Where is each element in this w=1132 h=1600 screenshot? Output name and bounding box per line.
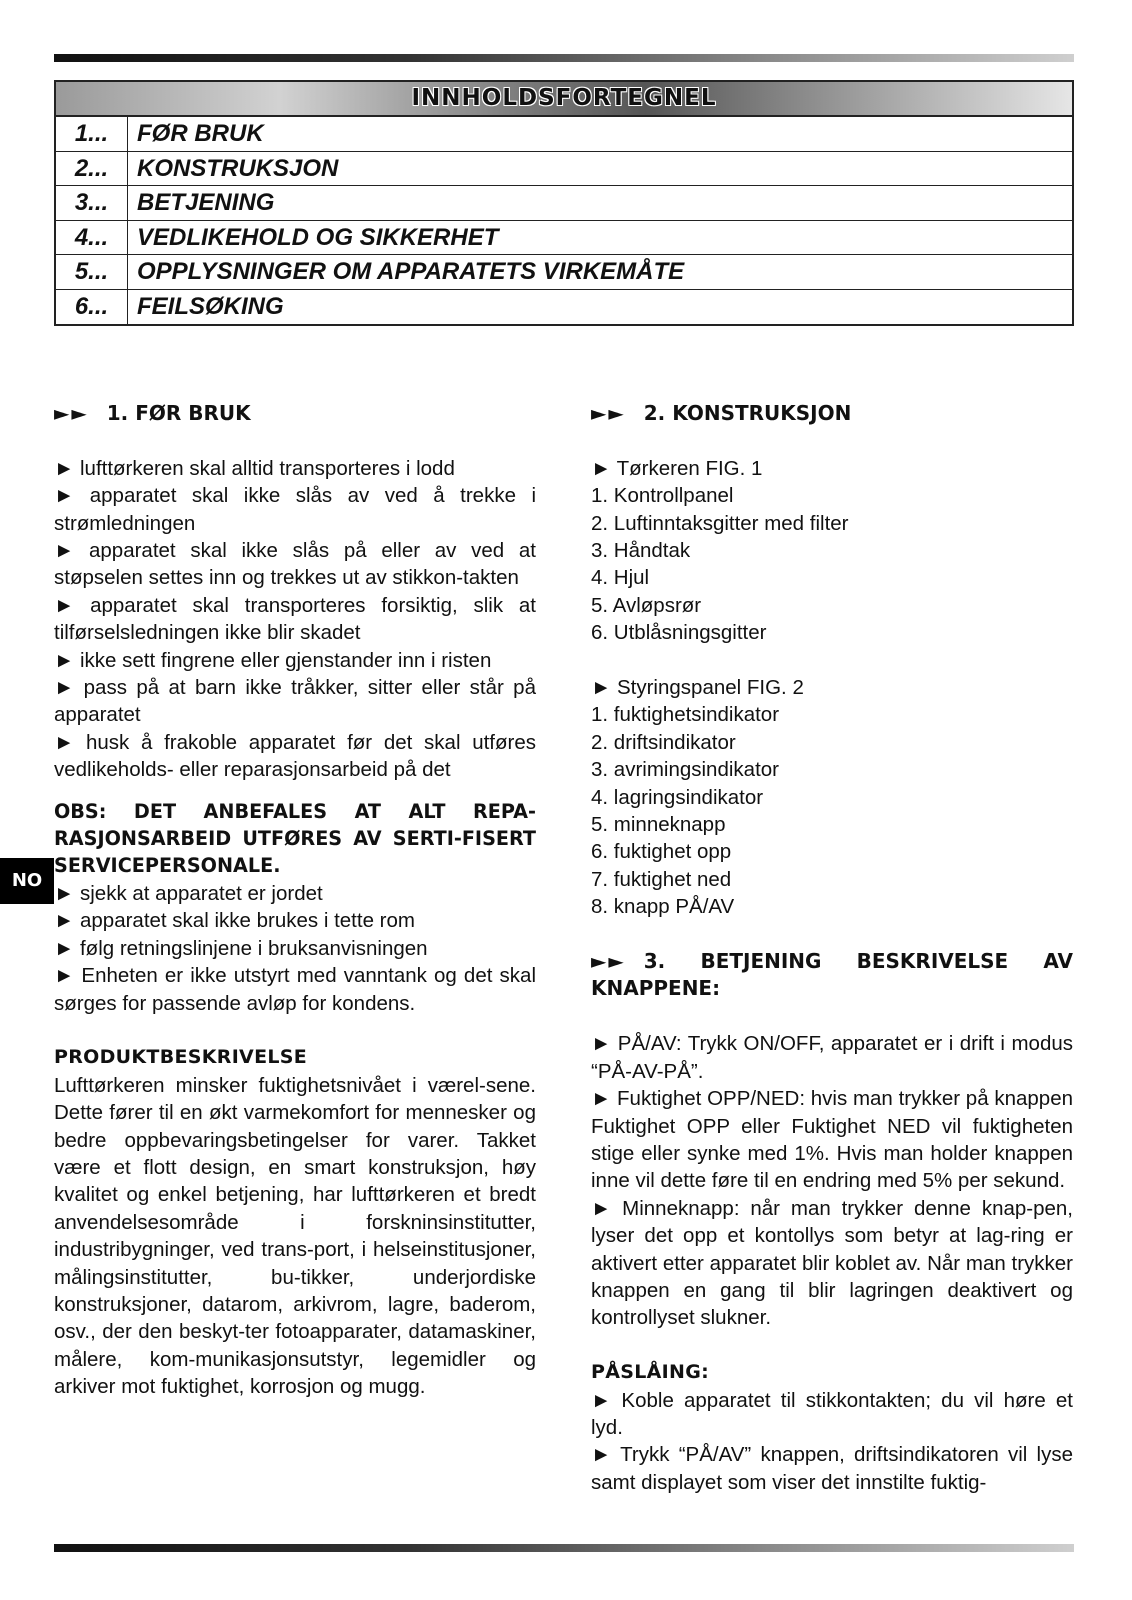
toc-row [56,117,1072,152]
language-tab: NO [0,858,54,904]
list-item: 8. knapp PÅ/AV [591,895,735,919]
spacer [54,784,536,798]
top-rule [54,54,1074,62]
bullet-item: ► apparatet skal transporteres forsiktig, slik at tilførselsledningen ikke blir skadet [54,593,536,645]
toc-number: 2... [56,152,128,186]
figure-title: ► Tørkeren FIG. 1 [591,456,763,480]
figure-title: ► Styringspanel FIG. 2 [591,676,804,700]
list-item: 1. fuktighetsindikator [591,703,780,727]
paragraph: ► Trykk “PÅ/AV” knappen, driftsindikatoren vil lyse samt displayet som viser det innstilte fuktig- [591,1443,1073,1494]
spacer [591,1003,1073,1030]
bottom-rule [54,1544,1074,1552]
list-item: 6. Utblåsningsgitter [591,621,767,645]
toc-title: OPPLYSNINGER OM APPARATETS VIRKEMÅTE [137,258,685,285]
toc-number: 5... [56,255,128,289]
section-heading-2 [591,400,1073,427]
spacer [54,427,536,454]
list-item: 7. fuktighet ned [591,867,732,891]
toc-heading: INNHOLDSFORTEGNEL [411,85,717,111]
paragraph: ► Minneknapp: når man trykker denne knap-pen, lyser det opp et kontollys som betyr at lag-ring er aktivert etter apparatet blir koblet av. Når man trykker knappen en gang til blir lagringen deaktivert og kontrollyset slukner. [591,1196,1073,1330]
bullet-item: ► følg retningslinjene i bruksanvisningen [54,936,428,960]
bullet-item: ► ikke sett fingrene eller gjenstander inn i risten [54,648,492,672]
switch-on-heading: PÅSLÅING: [591,1361,709,1384]
toc-number: 4... [56,221,128,255]
double-arrow-icon: ►► [54,401,89,425]
right-column [591,400,1073,1496]
toc-title: VEDLIKEHOLD OG SIKKERHET [137,223,499,251]
spacer [54,1017,536,1044]
list-item: 4. lagringsindikator [591,785,764,809]
double-arrow-icon: ►► [591,401,626,425]
left-column [54,400,536,1401]
spacer [591,427,1073,454]
toc-number: 6... [56,290,128,325]
paragraph: ► Koble apparatet til stikkontakten; du vil høre et lyd. [591,1388,1073,1439]
double-arrow-icon: ►► [591,949,626,974]
toc-row [56,152,1072,187]
table-of-contents [54,80,1074,326]
toc-row [56,221,1072,256]
list-item: 5. minneknapp [591,813,726,837]
bullet-item: ► apparatet skal ikke slås på eller av ved at støpselen settes inn og trekkes ut av stikkon-takten [54,539,536,590]
bullet-item: ► apparatet skal ikke brukes i tette rom [54,909,415,933]
toc-row [56,186,1072,221]
toc-number: 3... [56,186,128,220]
list-item: 4. Hjul [591,566,650,590]
product-description: Lufttørkeren minsker fuktighetsnivået i værel-sene. Dette fører til en økt varmekomfort for mennesker og bedre oppbevaringsbetingelser for varer. Takket være et flott design, en smart konstruksjon, høy kvalitet og enkel betjening, har lufttørkeren et bredt anvendelsesområde i forskninsinstitutter, industribygninger, ved trans-port, i helseinstitusjoner, målingsinstitutter, bu-tikker, underjordiske konstruksjoner, datarom, arkivrom, lagre, baderom, osv., der den beskyt-ter fotoapparater, datamaskiner, målere, kom-munikasjonsutstyr, legemidler og arkiver mot fuktighet, korrosjon og mugg. [54,1073,536,1399]
toc-title: BETJENING [137,189,275,216]
section-heading-text: 3. BETJENING BESKRIVELSE AV KNAPPENE: [591,949,1073,1001]
toc-title: FØR BRUK [137,120,264,147]
toc-heading-bar [56,82,1072,117]
toc-row [56,290,1072,325]
section-heading-text: 2. KONSTRUKSJON [643,401,852,425]
spacer [591,921,1073,948]
toc-number: 1... [56,117,128,151]
list-item: 6. fuktighet opp [591,840,732,864]
bullet-item: ► husk å frakoble apparatet før det skal utføres vedlikeholds- eller reparasjonsarbeid på det [54,730,536,782]
spacer [591,647,1073,674]
paragraph: ► PÅ/AV: Trykk ON/OFF, apparatet er i drift i modus “PÅ-AV-PÅ”. [591,1032,1073,1083]
toc-title: KONSTRUKSJON [137,154,339,182]
toc-title: FEILSØKING [137,292,284,320]
list-item: 3. Håndtak [591,539,691,563]
section-heading-1 [54,400,536,427]
bullet-item: ► pass på at barn ikke tråkker, sitter eller står på apparatet [54,676,536,727]
list-item: 3. avrimingsindikator [591,758,779,782]
warning-note: OBS: DET ANBEFALES AT ALT REPA-RASJONSARBEID UTFØRES AV SERTI-FISERT SERVICEPERSONALE. [54,799,536,878]
list-item: 1. Kontrollpanel [591,484,734,508]
spacer [591,1332,1073,1359]
paragraph: ► Fuktighet OPP/NED: hvis man trykker på knappen Fuktighet OPP eller Fuktighet NED vil fuktigheten stige eller synke med 1%. Hvis man holder knappen inne vil dette føre til en endring med 5% per sekund. [591,1087,1073,1193]
list-item: 2. driftsindikator [591,730,736,754]
toc-row [56,255,1072,290]
section-heading-3 [591,948,1073,1003]
bullet-item: ► apparatet skal ikke slås av ved å trekke i strømledningen [54,484,536,535]
list-item: 2. Luftinntaksgitter med filter [591,511,849,535]
bullet-item: ► Enheten er ikke utstyrt med vanntank og det skal sørges for passende avløp for kondens. [54,964,536,1015]
bullet-item: ► lufttørkeren skal alltid transporteres i lodd [54,456,455,480]
list-item: 5. Avløpsrør [591,593,702,617]
product-heading: PRODUKTBESKRIVELSE [54,1046,308,1069]
section-heading-text: 1. FØR BRUK [106,401,251,425]
bullet-item: ► sjekk at apparatet er jordet [54,881,323,905]
